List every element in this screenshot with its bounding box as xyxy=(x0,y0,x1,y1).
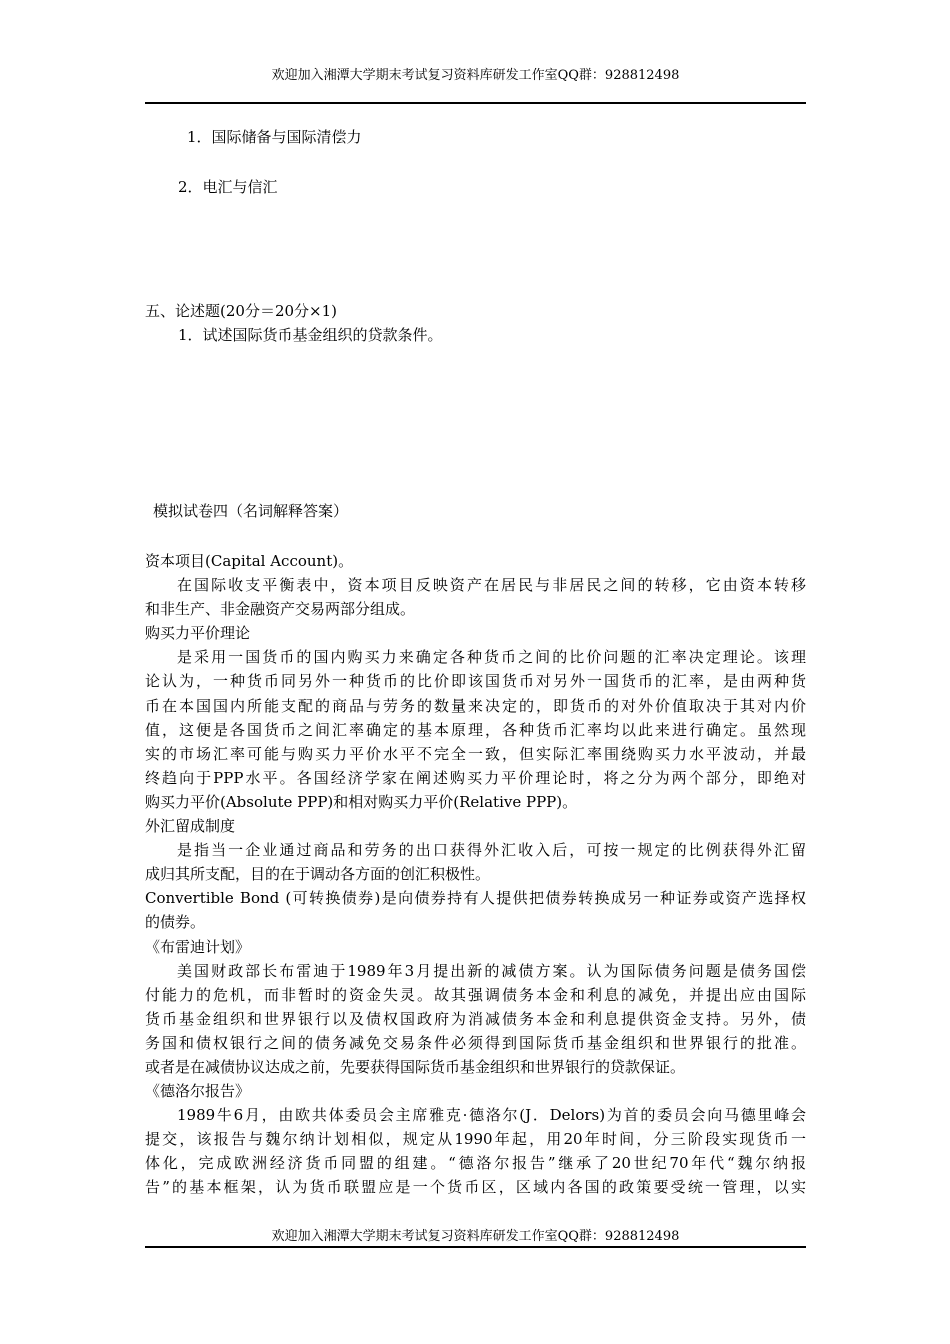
paragraph-line: 是指当一企业通过商品和劳务的出口获得外汇收入后，可按一规定的比例获得外汇留 xyxy=(177,841,806,860)
paragraph-line: 实的市场汇率可能与购买力平价水平不完全一致，但实际汇率围绕购买力水平波动，并最 xyxy=(145,744,806,763)
answers-title: 模拟试卷四（名词解释答案） xyxy=(153,502,349,520)
paragraph-line: 的债券。 xyxy=(145,913,206,932)
paragraph-line: 终趋向于PPP水平。各国经济学家在阐述购买力平价理论时，将之分为两个部分，即绝对 xyxy=(145,768,806,787)
paragraph-line: 告”的基本框架，认为货币联盟应是一个货币区，区域内各国的政策要受统一管理，以实 xyxy=(145,1178,806,1197)
paragraph-line: 是采用一国货币的国内购买力来确定各种货币之间的比价问题的汇率决定理论。该理 xyxy=(177,648,806,667)
short-answer-item-2: 2．电汇与信汇 xyxy=(178,178,278,196)
page-header: 欢迎加入湘潭大学期末考试复习资料库研发工作室QQ群：928812498 xyxy=(271,68,680,83)
short-answer-item-1: 1．国际储备与国际清偿力 xyxy=(187,128,362,146)
paragraph-line: 美国财政部长布雷迪于1989年3月提出新的减债方案。认为国际债务问题是债务国偿 xyxy=(177,961,806,980)
footer-rule xyxy=(145,1246,806,1248)
paragraph-line: 1989牛6月，由欧共体委员会主席雅克·德洛尔(J．Delors)为首的委员会向马德里峰会 xyxy=(177,1106,806,1125)
paragraph-line: 币在本国国内所能支配的商品与劳务的数量来决定的，即货币的对外价值取决于其对内价 xyxy=(145,696,806,715)
paragraph-line: 和非生产、非金融资产交易两部分组成。 xyxy=(145,600,416,619)
answers-body xyxy=(145,549,806,1200)
paragraph-line: 付能力的危机，而非暂时的资金失灵。故其强调债务本金和利息的减免，并提出应由国际 xyxy=(145,985,806,1004)
paragraph-line: 论认为，一种货币同另外一种货币的比价即该国货币对另外一国货币的汇率，是由两种货 xyxy=(145,672,806,691)
header-rule xyxy=(145,102,806,104)
paragraph-line: 或者是在减债协议达成之前，先要获得国际货币基金组织和世界银行的贷款保证。 xyxy=(145,1057,686,1076)
paragraph-line: 体化，完成欧洲经济货币同盟的组建。“德洛尔报告”继承了20世纪70年代“魏尔纳报 xyxy=(145,1154,806,1173)
term-convertible-bond: Convertible Bond (可转换债券)是向债券持有人提供把债券转换成另一种证券或资产选择权 xyxy=(145,889,806,908)
essay-section-heading: 五、论述题(20分＝20分×1) xyxy=(145,302,337,320)
page-footer: 欢迎加入湘潭大学期末考试复习资料库研发工作室QQ群：928812498 xyxy=(271,1229,680,1244)
term-heading-delors-report: 《德洛尔报告》 xyxy=(145,1082,251,1101)
paragraph-line: 货币基金组织和世界银行以及债权国政府为消减债务本金和利息提供资金支持。另外，债 xyxy=(145,1009,806,1028)
paragraph-line: 购买力平价(Absolute PPP)和相对购买力平价(Relative PPP)。 xyxy=(145,792,578,811)
essay-question-1: 1．试述国际货币基金组织的贷款条件。 xyxy=(178,326,443,344)
paragraph-line: 在国际收支平衡表中，资本项目反映资产在居民与非居民之间的转移，它由资本转移 xyxy=(177,576,806,595)
paragraph-line: 务国和债权银行之间的债务减免交易条件必须得到国际货币基金组织和世界银行的批准。 xyxy=(145,1033,806,1052)
term-heading-ppp: 购买力平价理论 xyxy=(145,624,251,643)
term-heading-brady-plan: 《布雷迪计划》 xyxy=(145,937,251,956)
paragraph-line: 值，这便是各国货币之间汇率确定的基本原理，各种货币汇率均以此来进行确定。虽然现 xyxy=(145,720,806,739)
term-heading-retention: 外汇留成制度 xyxy=(145,817,236,836)
term-heading-capital-account: 资本项目(Capital Account)。 xyxy=(145,552,354,570)
paragraph-line: 提交，该报告与魏尔纳计划相似，规定从1990年起，用20年时间，分三阶段实现货币一 xyxy=(145,1130,806,1149)
paragraph-line: 成归其所支配，目的在于调动各方面的创汇积极性。 xyxy=(145,865,491,884)
